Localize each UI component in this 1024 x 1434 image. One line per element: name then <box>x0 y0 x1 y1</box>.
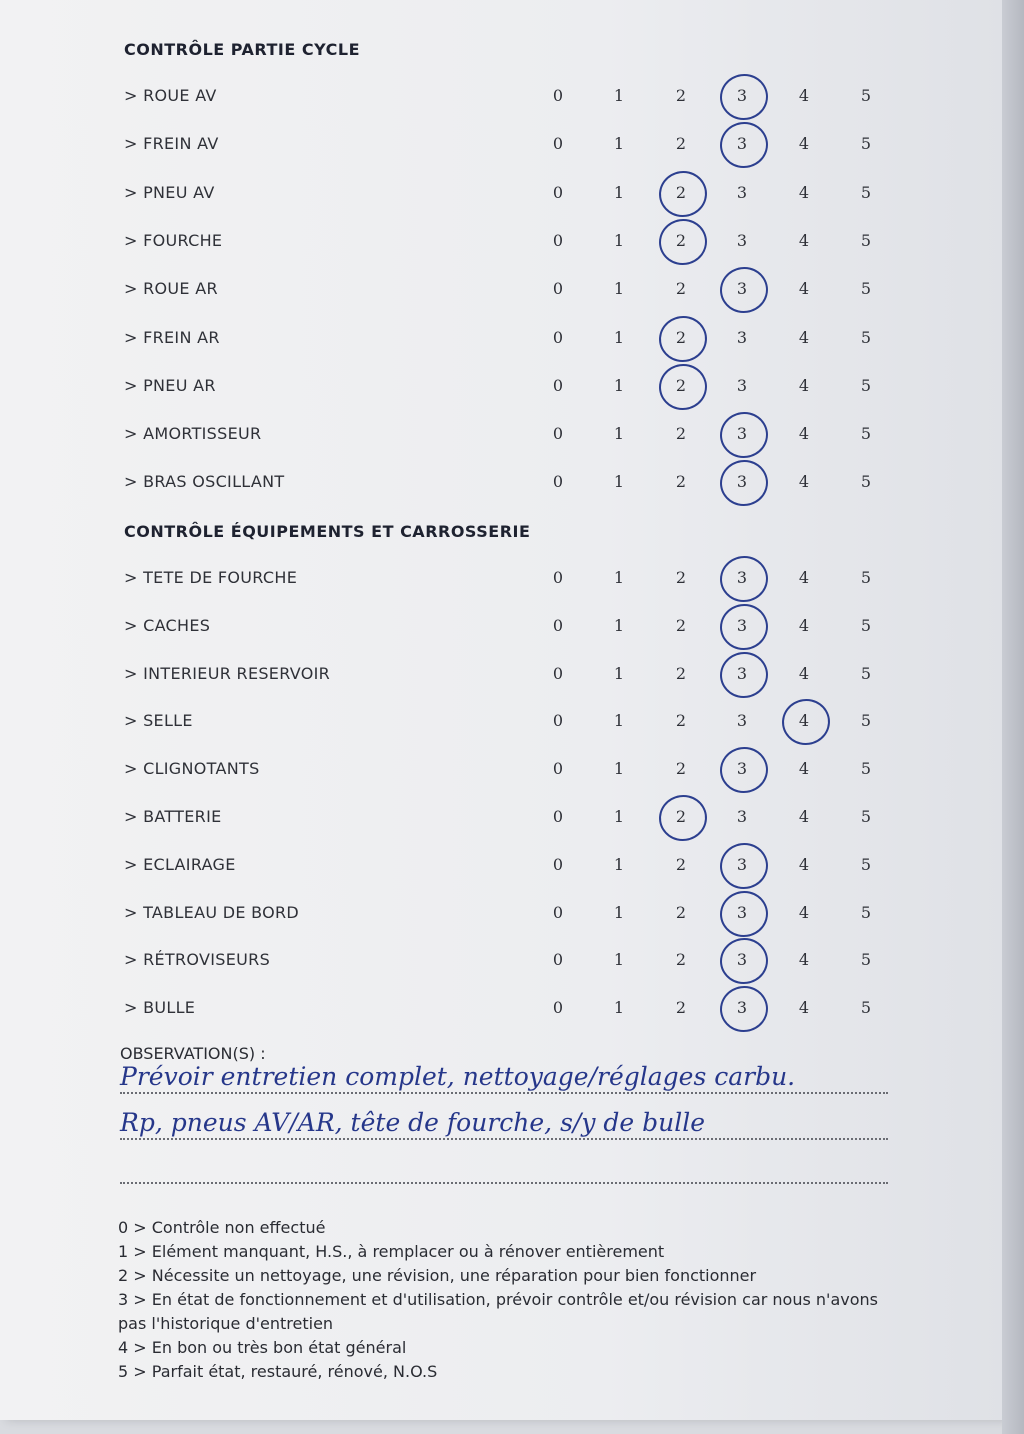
score-option: 5 <box>860 230 872 250</box>
checklist-item-label: > FREIN AR <box>124 327 220 347</box>
score-option: 0 <box>552 568 564 587</box>
score-option: 0 <box>552 615 564 635</box>
score-option: 5 <box>860 998 872 1018</box>
checklist-row <box>0 807 1004 835</box>
selected-score-circle <box>656 361 710 413</box>
score-option: 4 <box>798 568 810 587</box>
legend-item: 5 > Parfait état, restauré, rénové, N.O.S <box>118 1362 438 1381</box>
selected-score-circle <box>717 264 771 316</box>
selected-score-circle <box>717 119 771 171</box>
score-option: 0 <box>552 902 564 922</box>
score-option: 5 <box>860 182 872 202</box>
checklist-item-label: > SELLE <box>124 711 193 731</box>
selected-score-circle <box>717 744 771 796</box>
score-option: 2 <box>675 134 687 154</box>
score-option: 5 <box>860 854 872 874</box>
observation-handwriting-line-2: Rp, pneus AV/AR, tête de fourche, s/y de bulle <box>120 1108 706 1137</box>
checklist-row <box>0 279 1004 307</box>
checklist-row <box>0 711 1004 739</box>
score-option: 1 <box>613 807 625 826</box>
score-option: 1 <box>613 230 625 250</box>
score-option: 4 <box>798 86 810 105</box>
checklist-row <box>0 855 1004 883</box>
section-title-cycle: CONTRÔLE PARTIE CYCLE <box>124 40 360 59</box>
score-option: 5 <box>860 663 872 683</box>
score-option: 2 <box>675 807 687 826</box>
observation-dotted-line-1 <box>120 1092 888 1094</box>
score-option: 2 <box>675 663 687 683</box>
checklist-row <box>0 903 1004 931</box>
selected-score-circle <box>717 457 771 509</box>
score-option: 2 <box>675 759 687 779</box>
score-option: 3 <box>736 759 748 779</box>
score-option: 2 <box>675 327 687 347</box>
score-option: 1 <box>613 759 625 779</box>
score-option: 0 <box>552 950 564 970</box>
score-option: 5 <box>860 375 872 395</box>
selected-score-circle <box>656 216 710 268</box>
score-option: 0 <box>552 134 564 154</box>
score-option: 5 <box>860 807 872 826</box>
score-option: 5 <box>860 86 872 105</box>
score-option: 5 <box>860 950 872 970</box>
observation-handwriting-line-1: Prévoir entretien complet, nettoyage/réglages carbu. <box>120 1062 796 1091</box>
legend-item: 0 > Contrôle non effectué <box>118 1218 326 1237</box>
checklist-item-label: > ROUE AR <box>124 279 218 299</box>
checklist-item-label: > CACHES <box>124 615 211 635</box>
selected-score-circle <box>717 840 771 892</box>
checklist-item-label: > FOURCHE <box>124 230 223 250</box>
score-option: 4 <box>798 711 810 731</box>
score-option: 1 <box>613 663 625 683</box>
score-option: 3 <box>736 182 748 202</box>
score-option: 5 <box>860 711 872 731</box>
score-option: 1 <box>613 568 625 587</box>
score-option: 1 <box>613 950 625 970</box>
checklist-row <box>0 472 1004 500</box>
score-option: 5 <box>860 134 872 154</box>
checklist-row <box>0 376 1004 404</box>
score-option: 3 <box>736 854 748 874</box>
score-option: 0 <box>552 182 564 202</box>
checklist-row <box>0 568 1004 596</box>
checklist-item-label: > TABLEAU DE BORD <box>124 902 300 922</box>
score-option: 1 <box>613 711 625 731</box>
observation-dotted-line-2 <box>120 1138 888 1140</box>
score-option: 3 <box>736 568 748 587</box>
score-option: 5 <box>860 472 872 492</box>
legend-item: 3 > En état de fonctionnement et d'utilisation, prévoir contrôle et/ou révision car nous n'avons pas l'historique d'entretien <box>118 1290 878 1333</box>
score-option: 1 <box>613 424 625 444</box>
score-option: 4 <box>798 279 810 299</box>
checklist-item-label: > RÉTROVISEURS <box>124 950 271 970</box>
checklist-item-label: > PNEU AV <box>124 182 215 202</box>
checklist-row <box>0 664 1004 692</box>
checklist-item-label: > BRAS OSCILLANT <box>124 472 285 492</box>
score-option: 3 <box>736 375 748 395</box>
observation-dotted-line-3 <box>120 1182 888 1184</box>
score-option: 0 <box>552 279 564 299</box>
section-title-equipment: CONTRÔLE ÉQUIPEMENTS ET CARROSSERIE <box>124 522 531 541</box>
score-option: 5 <box>860 759 872 779</box>
score-option: 3 <box>736 615 748 635</box>
legend-item: 2 > Nécessite un nettoyage, une révision, une réparation pour bien fonctionner <box>118 1266 757 1285</box>
selected-score-circle <box>717 935 771 987</box>
score-option: 5 <box>860 327 872 347</box>
score-option: 2 <box>675 375 687 395</box>
score-option: 2 <box>675 711 687 731</box>
score-option: 2 <box>675 182 687 202</box>
score-option: 1 <box>613 375 625 395</box>
score-option: 1 <box>613 327 625 347</box>
score-option: 0 <box>552 327 564 347</box>
score-option: 5 <box>860 902 872 922</box>
score-option: 3 <box>736 998 748 1018</box>
score-option: 0 <box>552 375 564 395</box>
score-option: 3 <box>736 134 748 154</box>
score-option: 2 <box>675 86 687 105</box>
score-option: 0 <box>552 998 564 1018</box>
score-option: 1 <box>613 279 625 299</box>
score-option: 5 <box>860 615 872 635</box>
score-option: 2 <box>675 568 687 587</box>
score-option: 3 <box>736 902 748 922</box>
score-option: 4 <box>798 230 810 250</box>
score-option: 4 <box>798 134 810 154</box>
score-option: 4 <box>798 950 810 970</box>
selected-score-circle <box>656 312 710 364</box>
score-option: 1 <box>613 472 625 492</box>
score-option: 2 <box>675 230 687 250</box>
score-option: 2 <box>675 424 687 444</box>
score-option: 0 <box>552 854 564 874</box>
checklist-row <box>0 86 1004 114</box>
selected-score-circle <box>717 71 771 123</box>
checklist-row <box>0 328 1004 356</box>
checklist-row <box>0 134 1004 162</box>
score-option: 4 <box>798 998 810 1018</box>
score-option: 4 <box>798 759 810 779</box>
checklist-row <box>0 616 1004 644</box>
score-option: 3 <box>736 663 748 683</box>
selected-score-circle <box>717 601 771 653</box>
score-option: 3 <box>736 279 748 299</box>
score-option: 3 <box>736 327 748 347</box>
checklist-row <box>0 424 1004 452</box>
checklist-row <box>0 231 1004 259</box>
selected-score-circle <box>656 792 710 844</box>
score-option: 0 <box>552 711 564 731</box>
checklist-row <box>0 183 1004 211</box>
checklist-item-label: > PNEU AR <box>124 375 216 395</box>
score-option: 1 <box>613 615 625 635</box>
selected-score-circle <box>779 696 833 748</box>
score-option: 2 <box>675 998 687 1018</box>
selected-score-circle <box>717 887 771 939</box>
score-option: 2 <box>675 279 687 299</box>
score-option: 2 <box>675 472 687 492</box>
score-option: 2 <box>675 854 687 874</box>
score-option: 1 <box>613 902 625 922</box>
scanner-edge <box>1002 0 1024 1434</box>
score-option: 3 <box>736 711 748 731</box>
score-option: 1 <box>613 134 625 154</box>
score-option: 0 <box>552 807 564 826</box>
score-option: 3 <box>736 950 748 970</box>
score-option: 4 <box>798 375 810 395</box>
selected-score-circle <box>656 167 710 219</box>
score-option: 0 <box>552 424 564 444</box>
observations-label: OBSERVATION(S) : <box>120 1044 266 1063</box>
score-option: 4 <box>798 327 810 347</box>
selected-score-circle <box>717 983 771 1035</box>
score-option: 3 <box>736 807 748 826</box>
score-option: 4 <box>798 807 810 826</box>
score-option: 4 <box>798 424 810 444</box>
selected-score-circle <box>717 409 771 461</box>
checklist-item-label: > INTERIEUR RESERVOIR <box>124 663 331 683</box>
score-option: 0 <box>552 472 564 492</box>
score-option: 2 <box>675 615 687 635</box>
score-option: 5 <box>860 568 872 587</box>
score-option: 5 <box>860 279 872 299</box>
score-option: 5 <box>860 424 872 444</box>
checklist-item-label: > BULLE <box>124 998 196 1018</box>
score-option: 0 <box>552 230 564 250</box>
score-legend <box>118 1216 878 1384</box>
selected-score-circle <box>717 648 771 700</box>
score-option: 3 <box>736 230 748 250</box>
checklist-item-label: > CLIGNOTANTS <box>124 759 260 779</box>
checklist-item-label: > TETE DE FOURCHE <box>124 568 298 587</box>
score-option: 4 <box>798 182 810 202</box>
selected-score-circle <box>717 553 771 605</box>
checklist-item-label: > AMORTISSEUR <box>124 424 262 444</box>
score-option: 3 <box>736 424 748 444</box>
score-option: 0 <box>552 663 564 683</box>
legend-item: 4 > En bon ou très bon état général <box>118 1338 407 1357</box>
checklist-row <box>0 950 1004 978</box>
score-option: 1 <box>613 86 625 105</box>
checklist-item-label: > ECLAIRAGE <box>124 854 236 874</box>
checklist-item-label: > BATTERIE <box>124 807 222 826</box>
score-option: 4 <box>798 663 810 683</box>
score-option: 0 <box>552 86 564 105</box>
score-option: 1 <box>613 998 625 1018</box>
score-option: 0 <box>552 759 564 779</box>
checklist-item-label: > FREIN AV <box>124 134 219 154</box>
checklist-row <box>0 759 1004 787</box>
score-option: 2 <box>675 950 687 970</box>
legend-item: 1 > Elément manquant, H.S., à remplacer ou à rénover entièrement <box>118 1242 665 1261</box>
score-option: 3 <box>736 86 748 105</box>
score-option: 2 <box>675 902 687 922</box>
checklist-item-label: > ROUE AV <box>124 86 217 105</box>
score-option: 3 <box>736 472 748 492</box>
score-option: 4 <box>798 854 810 874</box>
score-option: 4 <box>798 615 810 635</box>
score-option: 4 <box>798 902 810 922</box>
score-option: 1 <box>613 182 625 202</box>
score-option: 1 <box>613 854 625 874</box>
score-option: 4 <box>798 472 810 492</box>
checklist-row <box>0 998 1004 1026</box>
